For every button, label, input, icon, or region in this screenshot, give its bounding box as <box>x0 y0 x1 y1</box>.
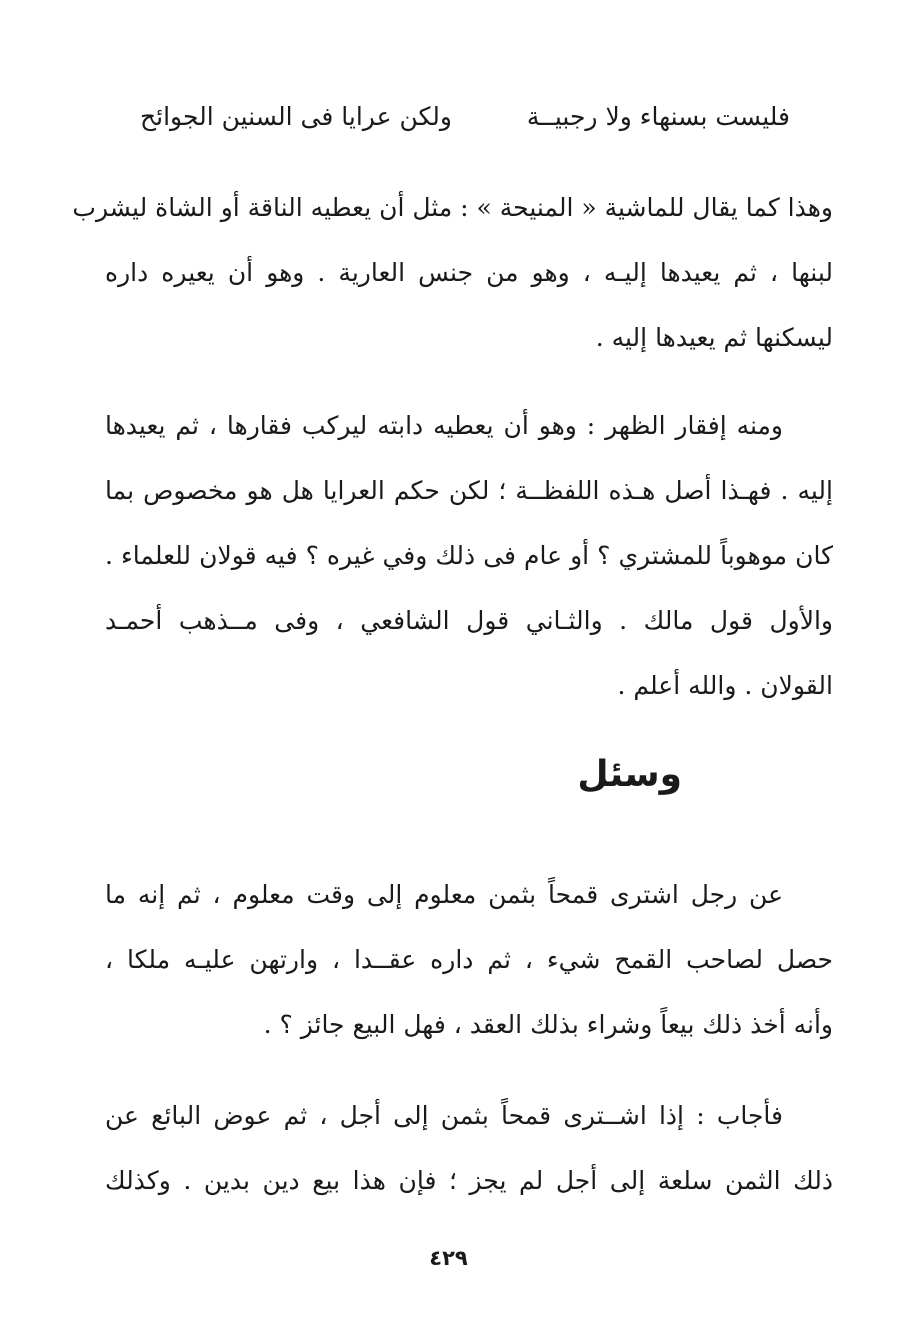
text-line: إليه . فهـذا أصل هـذه اللفظــة ؛ لكن حكم العرايا هل هو مخصوص بما <box>105 476 833 505</box>
text-line: وهذا كما يقال للماشية « المنيحة » : مثل أن يعطيه الناقة أو الشاة ليشرب <box>72 193 833 222</box>
text-line: لبنها ، ثم يعيدها إليـه ، وهو من جنس العارية . وهو أن يعيره داره <box>105 258 833 287</box>
section-heading: وسئل <box>577 754 682 795</box>
text-line: ليسكنها ثم يعيدها إليه . <box>595 323 833 352</box>
text-line: والأول قول مالك . والثـاني قول الشافعي ، وفى مــذهب أحمـد <box>105 606 833 635</box>
text-line: ومنه إفقار الظهر : وهو أن يعطيه دابته ليركب فقارها ، ثم يعيدها <box>105 411 783 440</box>
text-line: فأجاب : إذا اشــترى قمحاً بثمن إلى أجل ، ثم عوض البائع عن <box>105 1101 783 1130</box>
text-line: كان موهوباً للمشتري ؟ أو عام فى ذلك وفي غيره ؟ فيه قولان للعلماء . <box>105 541 833 570</box>
text-line: القولان . والله أعلم . <box>617 671 833 700</box>
text-line: حصل لصاحب القمح شيء ، ثم داره عقــدا ، وارتهن عليـه ملكا ، <box>105 945 833 974</box>
poetry-verse <box>140 92 790 142</box>
text-line: ذلك الثمن سلعة إلى أجل لم يجز ؛ فإن هذا بيع دين بدين . وكذلك <box>105 1166 833 1195</box>
verse-hemistich-first: فليست بسنهاء ولا رجبيــة <box>526 102 790 131</box>
paragraph-answer <box>105 1083 833 1213</box>
paragraph-question <box>105 862 833 1057</box>
verse-hemistich-second: ولكن عرايا فى السنين الجوائح <box>140 102 452 131</box>
paragraph-ifqar <box>105 393 833 718</box>
text-line: وأنه أخذ ذلك بيعاً وشراء بذلك العقد ، فهل البيع جائز ؟ . <box>263 1010 833 1039</box>
page-number: ٤٢٩ <box>429 1246 468 1270</box>
paragraph-maniha <box>72 175 833 370</box>
text-line: عن رجل اشترى قمحاً بثمن معلوم إلى وقت معلوم ، ثم إنه ما <box>105 880 783 909</box>
